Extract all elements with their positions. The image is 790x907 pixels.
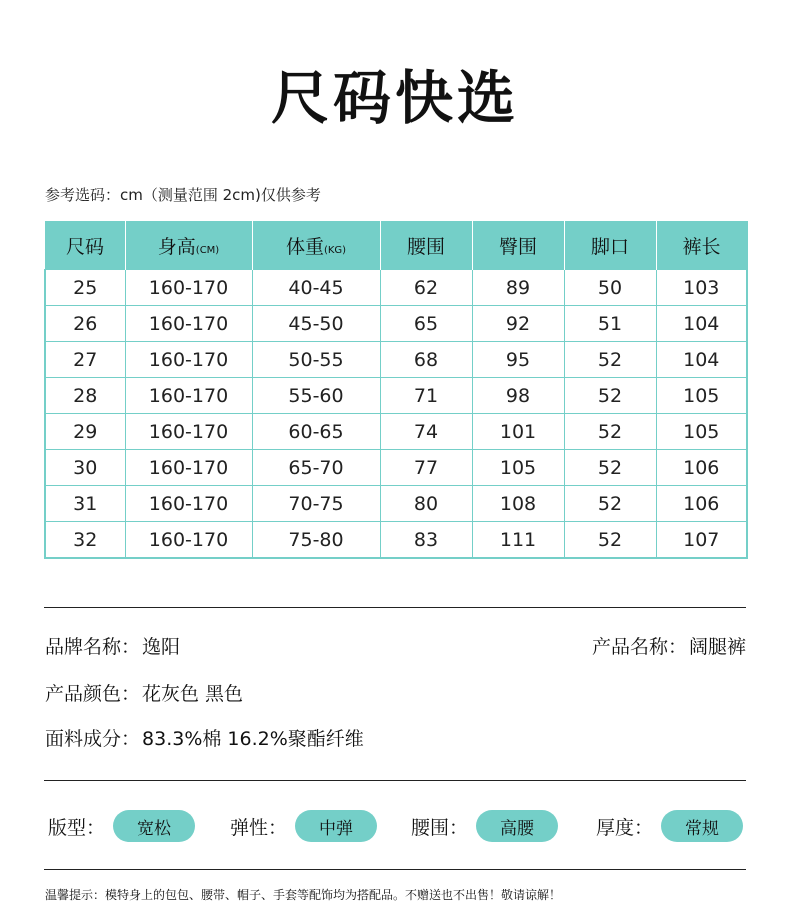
column-header	[564, 221, 656, 270]
table-cell: 32	[45, 522, 125, 559]
brand-info	[45, 632, 180, 659]
table-cell: 101	[472, 414, 564, 450]
color-value: 花灰色 黑色	[142, 683, 244, 705]
column-header	[252, 221, 380, 270]
attr-thickness-label: 厚度：	[596, 816, 654, 839]
column-header-unit: (KG)	[323, 244, 347, 256]
table-cell: 52	[564, 450, 656, 486]
table-cell: 103	[656, 270, 747, 306]
header-row	[45, 221, 747, 270]
table-row	[45, 522, 747, 559]
attr-stretch-badge: 中弹	[295, 810, 377, 842]
table-cell: 51	[564, 306, 656, 342]
column-header-label: 脚口	[590, 235, 629, 258]
table-cell: 105	[472, 450, 564, 486]
table-cell: 27	[45, 342, 125, 378]
column-header-label: 臀围	[498, 235, 537, 258]
table-cell: 52	[564, 342, 656, 378]
table-row	[45, 486, 747, 522]
page-title: 尺码快选	[270, 64, 519, 132]
attribute-row	[44, 808, 746, 844]
table-cell: 89	[472, 270, 564, 306]
table-row	[45, 270, 747, 306]
table-cell: 68	[380, 342, 472, 378]
column-header-label: 身高	[157, 235, 196, 258]
table-cell: 50	[564, 270, 656, 306]
divider-bottom	[44, 869, 746, 870]
table-cell: 65-70	[252, 450, 380, 486]
table-cell: 160-170	[125, 378, 252, 414]
fabric-label: 面料成分：	[45, 728, 141, 750]
table-cell: 28	[45, 378, 125, 414]
table-cell: 104	[656, 306, 747, 342]
table-cell: 160-170	[125, 450, 252, 486]
table-cell: 50-55	[252, 342, 380, 378]
table-cell: 70-75	[252, 486, 380, 522]
column-header-unit: (CM)	[195, 244, 220, 256]
brand-value: 逸阳	[142, 636, 181, 658]
table-cell: 74	[380, 414, 472, 450]
color-info	[45, 679, 243, 706]
attr-waist-label: 腰围：	[411, 816, 469, 839]
table-cell: 95	[472, 342, 564, 378]
table-cell: 65	[380, 306, 472, 342]
attr-fit-label: 版型：	[48, 816, 106, 839]
table-cell: 105	[656, 414, 747, 450]
column-header	[656, 221, 747, 270]
column-header	[380, 221, 472, 270]
table-cell: 52	[564, 522, 656, 559]
attr-thickness	[596, 808, 743, 844]
attr-stretch	[230, 808, 377, 844]
table-cell: 40-45	[252, 270, 380, 306]
table-cell: 92	[472, 306, 564, 342]
fabric-value: 83.3%棉 16.2%聚酯纤维	[142, 728, 364, 750]
attr-waist	[411, 808, 558, 844]
table-cell: 75-80	[252, 522, 380, 559]
table-cell: 111	[472, 522, 564, 559]
table-cell: 160-170	[125, 270, 252, 306]
column-header-label: 体重	[285, 235, 324, 258]
table-row	[45, 378, 747, 414]
divider-middle	[44, 780, 746, 781]
table-cell: 106	[656, 450, 747, 486]
product-value: 阔腿裤	[688, 636, 746, 658]
table-header	[45, 221, 747, 270]
table-cell: 160-170	[125, 414, 252, 450]
table-cell: 160-170	[125, 522, 252, 559]
footer-note: 温馨提示：模特身上的包包、腰带、帽子、手套等配饰均为搭配品。不赠送也不出售！敬请谅解！	[45, 888, 562, 902]
product-label: 产品名称：	[591, 636, 687, 658]
table-cell: 80	[380, 486, 472, 522]
table-row	[45, 450, 747, 486]
table-cell: 31	[45, 486, 125, 522]
table-cell: 52	[564, 378, 656, 414]
attr-fit-badge: 宽松	[113, 810, 195, 842]
table-cell: 55-60	[252, 378, 380, 414]
table-cell: 77	[380, 450, 472, 486]
table-cell: 25	[45, 270, 125, 306]
fabric-info	[45, 724, 364, 751]
table-cell: 45-50	[252, 306, 380, 342]
brand-label: 品牌名称：	[45, 636, 141, 658]
column-header	[125, 221, 252, 270]
table-cell: 29	[45, 414, 125, 450]
table-row	[45, 414, 747, 450]
table-body	[45, 270, 747, 559]
table-cell: 107	[656, 522, 747, 559]
attr-stretch-label: 弹性：	[230, 816, 288, 839]
column-header-label: 裤长	[682, 235, 721, 258]
table-cell: 105	[656, 378, 747, 414]
column-header	[45, 221, 125, 270]
color-label: 产品颜色：	[45, 683, 141, 705]
table-cell: 108	[472, 486, 564, 522]
table-cell: 30	[45, 450, 125, 486]
table-cell: 71	[380, 378, 472, 414]
table-cell: 26	[45, 306, 125, 342]
table-cell: 98	[472, 378, 564, 414]
attr-waist-badge: 高腰	[476, 810, 558, 842]
table-cell: 160-170	[125, 306, 252, 342]
table-cell: 83	[380, 522, 472, 559]
table-cell: 52	[564, 414, 656, 450]
table-cell: 106	[656, 486, 747, 522]
table-cell: 60-65	[252, 414, 380, 450]
table-cell: 52	[564, 486, 656, 522]
column-header-label: 腰围	[406, 235, 445, 258]
divider-top	[44, 607, 746, 608]
table-cell: 160-170	[125, 342, 252, 378]
size-chart-table	[44, 221, 748, 559]
column-header	[472, 221, 564, 270]
column-header-label: 尺码	[65, 235, 104, 258]
product-name-info	[592, 632, 746, 659]
table-cell: 62	[380, 270, 472, 306]
table-cell: 160-170	[125, 486, 252, 522]
table-row	[45, 306, 747, 342]
attr-thickness-badge: 常规	[661, 810, 743, 842]
table-cell: 104	[656, 342, 747, 378]
attr-fit	[48, 808, 195, 844]
table-row	[45, 342, 747, 378]
reference-note: 参考选码：cm（测量范围 2cm)仅供参考	[45, 186, 321, 204]
